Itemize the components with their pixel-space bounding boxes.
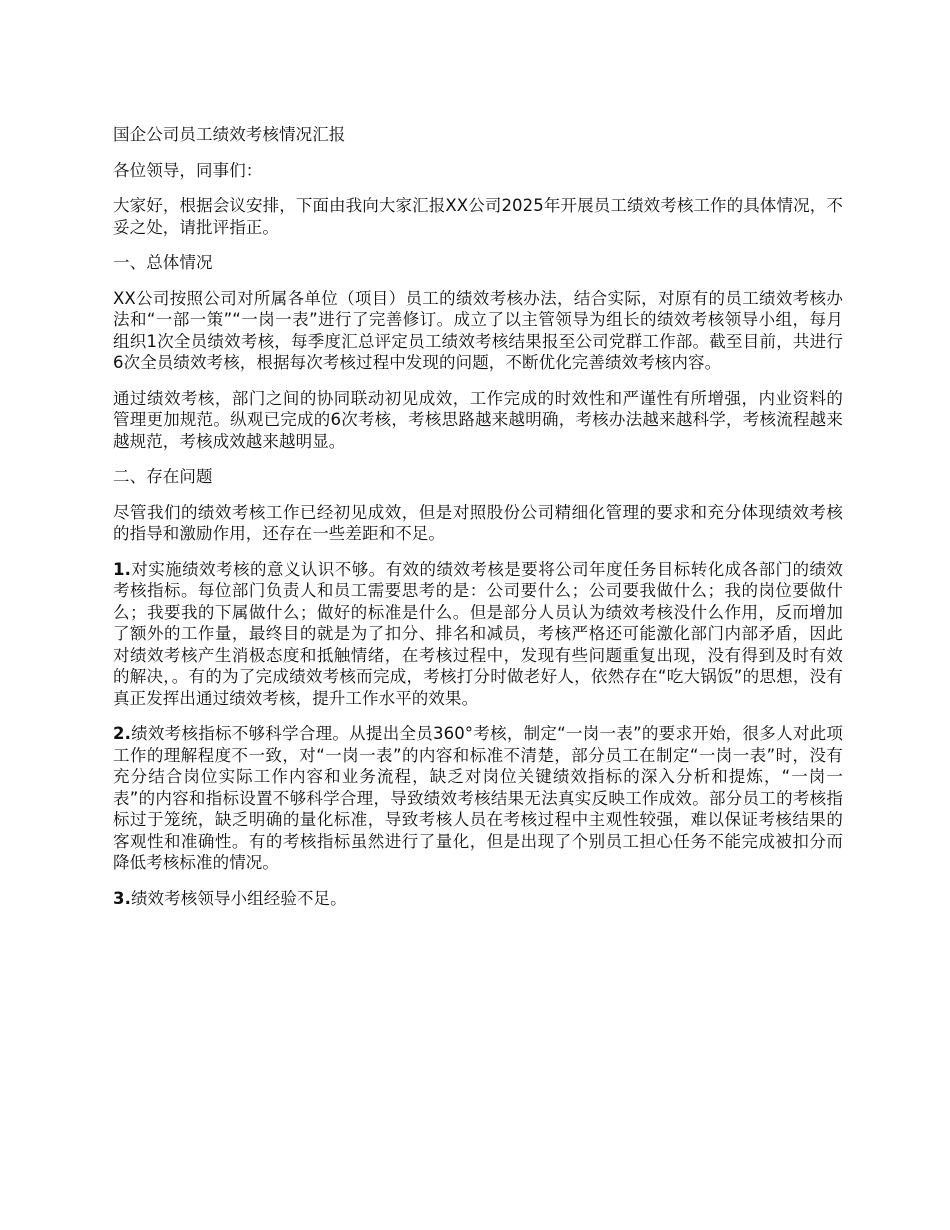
intro-paragraph: 大家好，根据会议安排，下面由我向大家汇报XX公司2025年开展员工绩效考核工作的具体情况，不妥之处，请批评指正。 — [113, 196, 843, 237]
problem-item-2-number: 2. — [113, 724, 131, 743]
problem-item-2 — [113, 723, 843, 874]
problem-item-3-text: 绩效考核领导小组经验不足。 — [130, 888, 347, 908]
problems-intro-paragraph: 尽管我们的绩效考核工作已经初见成效，但是对照股份公司精细化管理的要求和充分体现绩效考核的指导和激励作用，还存在一些差距和不足。 — [113, 502, 843, 543]
problem-item-3 — [113, 888, 843, 910]
overview-paragraph-1: XX公司按照公司对所属各单位（项目）员工的绩效考核办法，结合实际，对原有的员工绩效考核办法和“一部一策”“一岗一表”进行了完善修订。成立了以主管领导为组长的绩效考核领导小组，每月组织1次全员绩效考核，每季度汇总评定员工绩效考核结果报至公司党群工作部。截至目前，共进行6次全员绩效考核，根据每次考核过程中发现的问题，不断优化完善绩效考核内容。 — [113, 288, 843, 372]
document-title: 国企公司员工绩效考核情况汇报 — [113, 125, 346, 144]
document-page — [113, 124, 843, 923]
problem-item-2-text: 绩效考核指标不够科学合理。从提出全员360°考核，制定“一岗一表”的要求开始，很多人对此项工作的理解程度不一致，对“一岗一表”的内容和标准不清楚，部分员工在制定“一岗一表”时，没有充分结合岗位实际工作内容和业务流程，缺乏对岗位关键绩效指标的深入分析和提炼，“一岗一表”的内容和指标设置不够科学合理，导致绩效考核结果无法真实反映工作成效。部分员工的考核指标过于笼统，缺乏明确的量化标准，导致考核人员在考核过程中主观性较强，难以保证考核结果的客观性和准确性。有的考核指标虽然进行了量化，但是出现了个别员工担心任务不能完成被扣分而降低考核标准的情况。 — [113, 724, 843, 872]
problem-item-1-text: 对实施绩效考核的意义认识不够。有效的绩效考核是要将公司年度任务目标转化成各部门的绩效考核指标。每位部门负责人和员工需要思考的是：公司要什么；公司要我做什么；我的岗位要做什么；我要我的下属做什么；做好的标准是什么。但是部分人员认为绩效考核没什么作用，反而增加了额外的工作量，最终目的就是为了扣分、排名和减员，考核严格还可能激化部门内部矛盾，因此对绩效考核产生消极态度和抵触情绪，在考核过程中，发现有些问题重复出现，没有得到及时有效的解决，。有的为了完成绩效考核而完成，考核打分时做老好人，依然存在“吃大锅饭”的思想，没有真正发挥出通过绩效考核，提升工作水平的效果。 — [113, 559, 843, 708]
problem-item-1-number: 1. — [113, 559, 131, 579]
greeting: 各位领导，同事们： — [113, 160, 263, 180]
section-heading-overview: 一、总体情况 — [113, 253, 213, 272]
section-heading-problems: 二、存在问题 — [113, 467, 213, 486]
overview-paragraph-2: 通过绩效考核，部门之间的协同联动初见成效，工作完成的时效性和严谨性有所增强，内业资料的管理更加规范。纵观已完成的6次考核，考核思路越来越明确，考核办法越来越科学，考核流程越来越规范，考核成效越来越明显。 — [113, 388, 843, 451]
problem-item-1 — [113, 559, 843, 710]
problem-item-3-number: 3. — [113, 888, 131, 908]
